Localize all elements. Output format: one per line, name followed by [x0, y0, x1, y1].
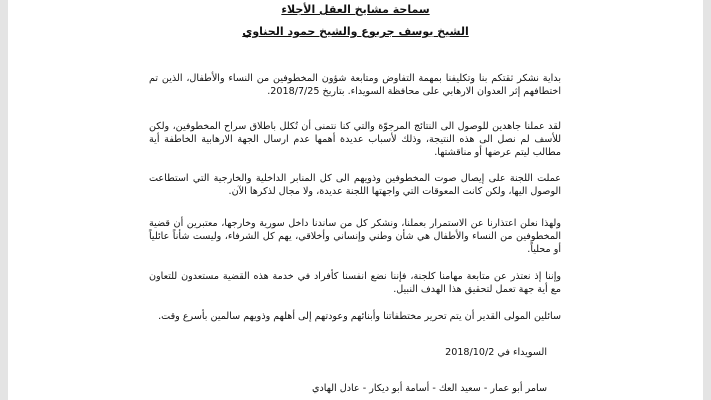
paragraph-5: وإننا إذ نعتذر عن متابعة مهامنا كلجنة، فإننا نضع انفسنا كأفراد في خدمة هذه القضية مستعدون للتعاون مع أية جهة تعمل لتحقيق هذا الهدف النبيل. [149, 271, 561, 295]
paragraph-6: سائلين المولى القدير أن يتم تحرير مختطفاتنا وأبنائهم وعودتهم إلى أهلهم وذويهم سالمين بأسرع وقت. [158, 311, 561, 322]
paragraph-2: لقد عملنا جاهدين للوصول الى النتائج المرجوّة والتي كنا نتمنى أن تُكلل باطلاق سراح المخطوفين، ولكن للأسف لم نصل الى هذه النتيجة، وذلك لأسباب عديدة أهمها عدم ارسال الجهة الارهابية الخاطفة أية مطالب ليتم عرضها أو مناقشتها. [149, 121, 561, 158]
page-edge-right [703, 0, 711, 400]
date-line: السويداء في 2018/10/2 [445, 347, 547, 358]
letter-subtitle: الشيخ يوسف جربوع والشيخ حمود الحناوي [242, 25, 469, 38]
page-edge-left [0, 0, 8, 400]
paragraph-1: بداية نشكر ثقتكم بنا وتكليفنا بمهمة التفاوض ومتابعة شؤون المخطوفين من النساء والأطفال، الذين تم اختطافهم إثر العدوان الارهابي على محافظة السويداء. بتاريخ 2018/7/25. [149, 73, 561, 97]
paragraph-3: عملت اللجنة على إيصال صوت المخطوفين وذويهم الى كل المنابر الداخلية والخارجية التي استطاعت الوصول اليها، ولكن كانت المعوقات التي واجهتها اللجنة عديدة، ولا مجال لذكرها الآن. [149, 173, 561, 197]
signatories-line: سامر أبو عمار - سعيد العك - أسامة أبو ديكار - عادل الهادي [312, 383, 547, 394]
letter-body [14, 0, 697, 400]
letter-title: سماحة مشايخ العقل الأجلاء [281, 3, 430, 16]
paragraph-4: ولهذا نعلن اعتذارنا عن الاستمرار بعملنا، ونشكر كل من ساندنا داخل سورية وخارجها، معتبرين أن قضية المخطوفين من النساء والأطفال هي شأن وطني وإنساني وأخلاقي، يهم كل الشرفاء، وليست شأناً عائلياً أو محلياً. [149, 218, 561, 255]
